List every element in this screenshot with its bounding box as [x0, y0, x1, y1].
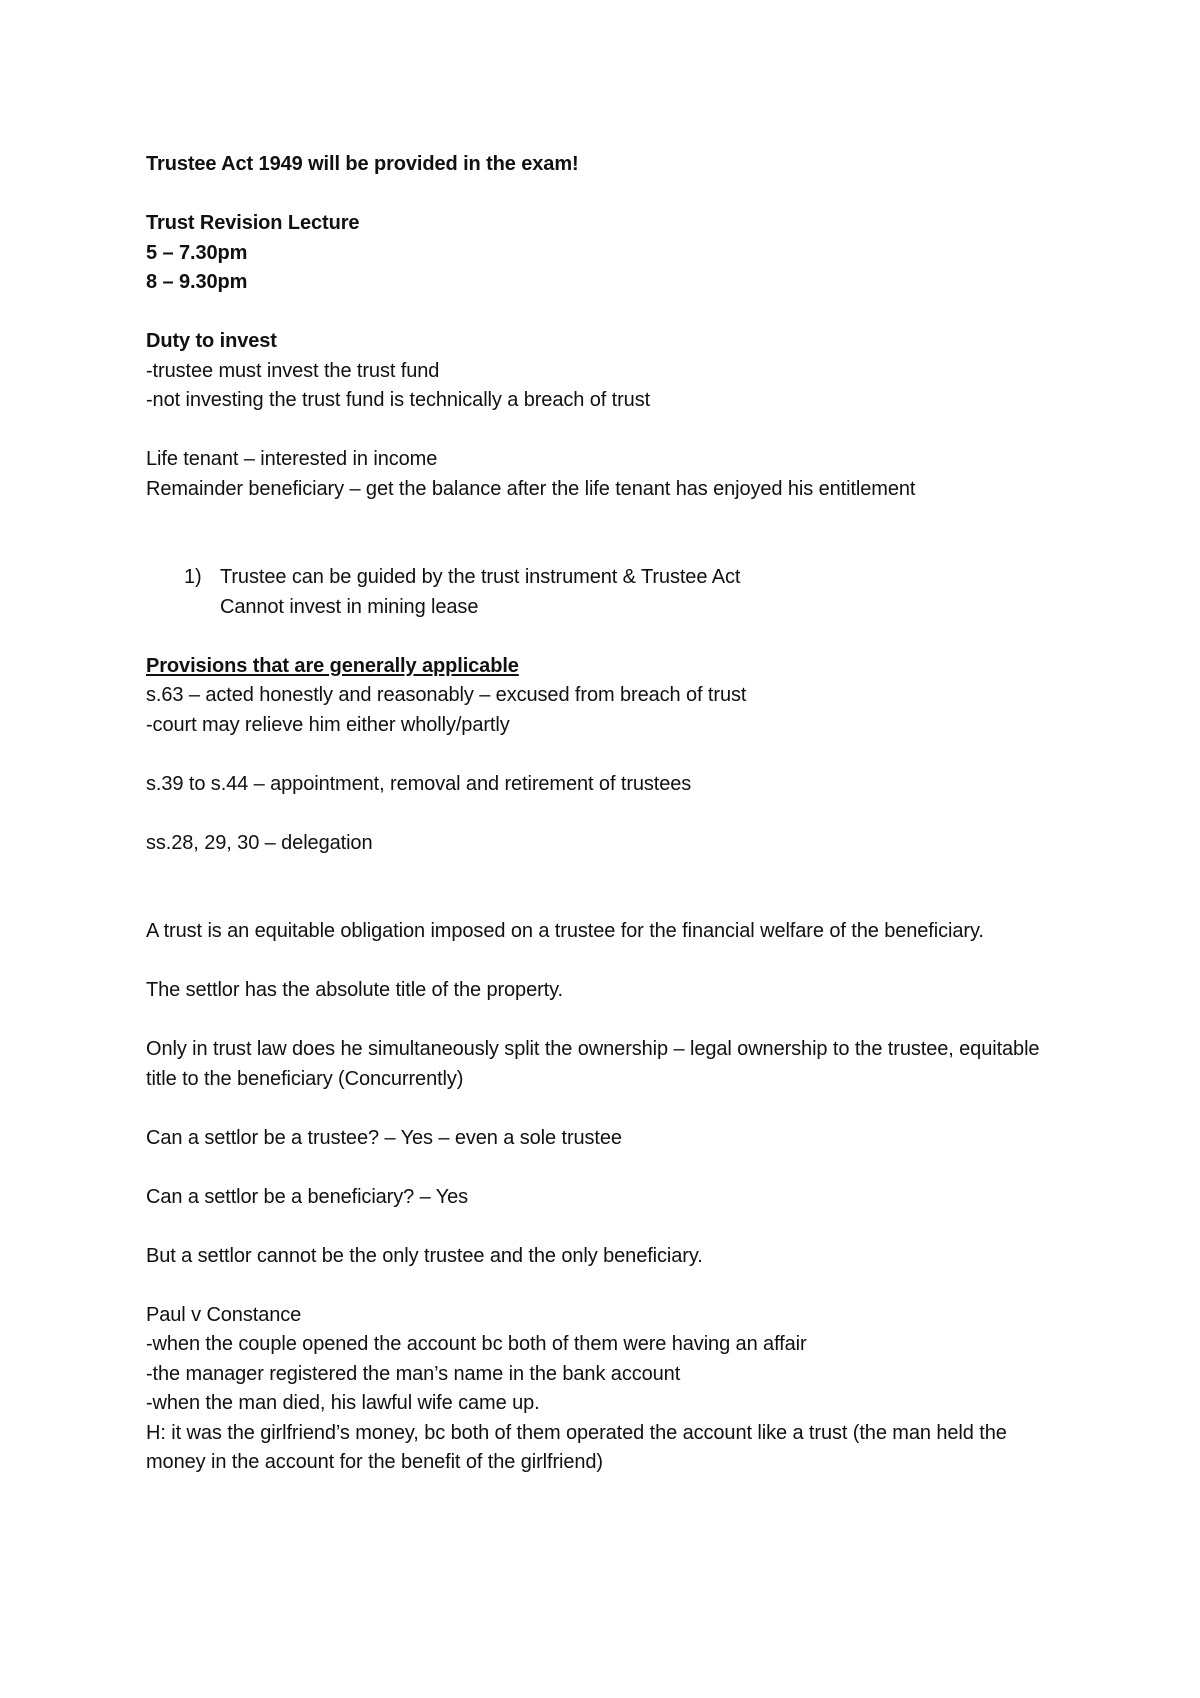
- spacer: [146, 1271, 1066, 1301]
- spacer: [146, 622, 1066, 652]
- lecture-time-2: 8 – 9.30pm: [146, 271, 248, 293]
- life-tenant-line: Life tenant – interested in income: [146, 448, 438, 470]
- list-number: 1): [184, 566, 202, 588]
- spacer: [146, 1094, 1066, 1124]
- list-item: [146, 563, 1066, 593]
- spacer: [146, 180, 1066, 210]
- spacer: [146, 740, 1066, 770]
- duty-line-1: -trustee must invest the trust fund: [146, 359, 440, 382]
- case-line-2: -the manager registered the man’s name in the bank account: [146, 1362, 681, 1385]
- spacer: [146, 504, 1066, 563]
- list-line-1: Trustee can be guided by the trust instrument & Trustee Act: [220, 566, 741, 588]
- list-line-2: Cannot invest in mining lease: [220, 595, 479, 618]
- lecture-time-1: 5 – 7.30pm: [146, 241, 248, 264]
- lecture-title: Trust Revision Lecture: [146, 212, 360, 234]
- case-line-3: -when the man died, his lawful wife came up.: [146, 1392, 540, 1414]
- provision-s39: s.39 to s.44 – appointment, removal and retirement of trustees: [146, 772, 692, 795]
- settlor-restriction-line: But a settlor cannot be the only trustee and the only beneficiary.: [146, 1244, 703, 1267]
- duty-line-2: -not investing the trust fund is technically a breach of trust: [146, 389, 651, 411]
- provision-ss28: ss.28, 29, 30 – delegation: [146, 831, 373, 854]
- spacer: [146, 799, 1066, 829]
- case-holding: H: it was the girlfriend’s money, bc both of them operated the account like a trust (the man held the money in the account for the benefit of the girlfriend): [146, 1421, 1013, 1473]
- provisions-title: Provisions that are generally applicable: [146, 654, 519, 677]
- spacer: [146, 1006, 1066, 1036]
- trust-definition: A trust is an equitable obligation imposed on a trustee for the financial welfare of the beneficiary.: [146, 920, 984, 942]
- document-body: [146, 150, 1066, 1478]
- spacer: [146, 947, 1066, 977]
- remainder-beneficiary-line: Remainder beneficiary – get the balance after the life tenant has enjoyed his entitlement: [146, 477, 916, 500]
- spacer: [146, 858, 1066, 917]
- case-name: Paul v Constance: [146, 1303, 302, 1326]
- duty-title: Duty to invest: [146, 330, 277, 352]
- provision-s63: s.63 – acted honestly and reasonably – excused from breach of trust: [146, 684, 747, 706]
- provision-s63-note: -court may relieve him either wholly/partly: [146, 713, 510, 736]
- question-settlor-trustee: Can a settlor be a trustee? – Yes – even a sole trustee: [146, 1126, 622, 1149]
- question-settlor-beneficiary: Can a settlor be a beneficiary? – Yes: [146, 1185, 469, 1208]
- spacer: [146, 1212, 1066, 1242]
- settlor-title-line: The settlor has the absolute title of the property.: [146, 979, 563, 1001]
- spacer: [146, 298, 1066, 328]
- exam-note: Trustee Act 1949 will be provided in the exam!: [146, 153, 579, 175]
- spacer: [146, 416, 1066, 446]
- spacer: [146, 1153, 1066, 1183]
- case-line-1: -when the couple opened the account bc both of them were having an affair: [146, 1333, 807, 1355]
- split-ownership-line: Only in trust law does he simultaneously split the ownership – legal ownership to the trustee, equitable title to the beneficiary (Concurrently): [146, 1038, 1045, 1090]
